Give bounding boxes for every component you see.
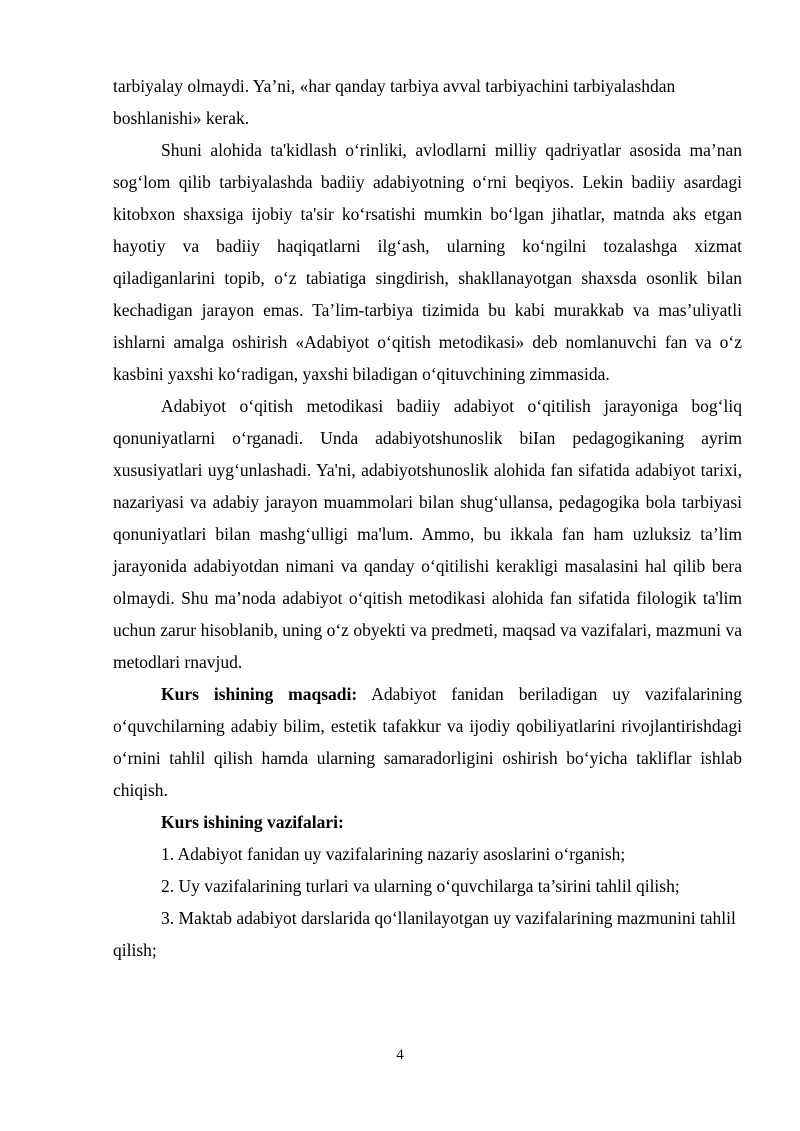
paragraph-course-goal — [113, 678, 742, 806]
task-item-2: 2. Uy vazifalarining turlari va ularning o‘quvchilarga ta’sirini tahlil qilish; — [161, 876, 680, 896]
paragraph-methodology: Adabiyot o‘qitish metodikasi badiiy adabiyot o‘qitilish jarayoniga bog‘liq qonuniyatlarni o‘rganadi. Unda adabiyotshunoslik biIan pedagogikaning ayrim xususiyatlari uyg‘unlashadi. Ya'ni, adabiyotshunoslik alohida fan sifatida adabiyot tarixi, nazariyasi va adabiy jarayon muammolari bilan shug‘ullansa, pedagogika bola tarbiyasi qonuniyatlari bilan mashg‘ulligi ma'lum. Ammo, bu ikkala fan ham uzluksiz ta’lim jarayonida adabiyotdan nimani va qanday o‘qitilishi kerakligi masalasini hal qilib bera olmaydi. Shu ma’noda adabiyot o‘qitish metodikasi alohida fan sifatida filologik ta'lim uchun zarur hisoblanib, uning o‘z obyekti va predmeti, maqsad va vazifalari, mazmuni va metodlari rnavjud. — [113, 396, 742, 672]
paragraph-national-values: Shuni alohida ta'kidlash o‘rinliki, avlodlarni milliy qadriyatlar asosida ma’nan sog‘lom qilib tarbiyalashda badiiy adabiyotning o‘rni beqiyos. Lekin badiiy asardagi kitobxon shaxsiga ijobiy ta'sir ko‘rsatishi mumkin bo‘lgan jihatlar, matnda aks etgan hayotiy va badiiy haqiqatlarni ilg‘ash, ularning ko‘ngilni tozalashga xizmat qiladiganlarini topib, o‘z tabiatiga singdirish, shakllanayotgan shaxsda osonlik bilan kechadigan jarayon emas. Ta’lim-tarbiya tizimida bu kabi murakkab va mas’uliyatli ishlarni amalga oshirish «Adabiyot o‘qitish metodikasi» deb nomlanuvchi fan va o‘z kasbini yaxshi ko‘radigan, yaxshi biladigan o‘qituvchining zimmasida. — [113, 140, 742, 384]
task-item-1: 1. Adabiyot fanidan uy vazifalarining nazariy asoslarini o‘rganish; — [161, 844, 626, 864]
page-body — [113, 70, 742, 966]
course-goal-heading: Kurs ishining maqsadi: — [161, 684, 358, 704]
paragraph-course-tasks-heading — [113, 806, 742, 838]
task-item-3: 3. Maktab adabiyot darslarida qo‘llanilayotgan uy vazifalarining mazmunini tahlil qilish; — [113, 908, 736, 960]
page-number: 4 — [396, 1047, 404, 1063]
course-goal-text: Adabiyot fanidan beriladigan uy vazifalarining o‘quvchilarning adabiy bilim, estetik tafakkur va ijodiy qobiliyatlarini rivojlantirishdagi o‘rnini tahlil qilish hamda ularning samaradorligini oshirish bo‘yicha takliflar ishlab chiqish. — [113, 684, 743, 800]
course-tasks-heading: Kurs ishining vazifalari: — [161, 812, 344, 832]
paragraph-continuation: tarbiyalay olmaydi. Ya’ni, «har qanday tarbiya avval tarbiyachini tarbiyalashdan boshlanishi» kerak. — [113, 76, 676, 128]
